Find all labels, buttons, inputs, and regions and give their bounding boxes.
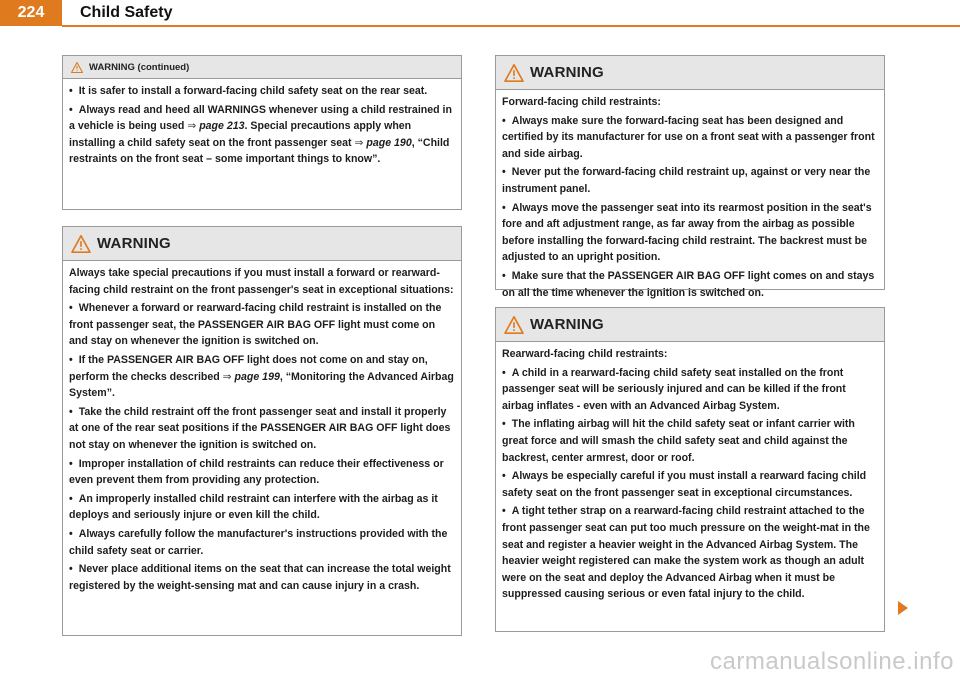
page-number: 224 bbox=[0, 0, 62, 26]
warning-bullet: • It is safer to install a forward-facing child safety seat on the rear seat. bbox=[69, 83, 455, 100]
warning-bullet: • Always carefully follow the manufacturer's instructions provided with the child safety seat or carrier. bbox=[69, 526, 455, 559]
warning-box-header bbox=[63, 227, 461, 261]
warning-bullet: • Take the child restraint off the front passenger seat and install it properly at one of the rear seat positions if the PASSENGER AIR BAG OFF light does not stay on whenever the ignition is switched on. bbox=[69, 404, 455, 454]
warning-bullet: • Always read and heed all WARNINGS whenever using a child restrained in a vehicle is being used ⇒ page 213. Special precautions apply when installing a child safety seat on the front passenger seat ⇒ page 190, “Child restraints on the front seat – some important things to know”. bbox=[69, 102, 455, 168]
header-rule bbox=[62, 25, 960, 27]
warning-bullet: • A tight tether strap on a rearward-facing child restraint attached to the front passenger seat can put too much pressure on the weight-mat in the seat and register a heavier weight in the Advanced Airbag System. The heavier weight registered can make the system work as though an adult were on the seat and deploy the Advanced Airbag when it must be suppressed causing serious or even fatal injury to the child. bbox=[502, 503, 878, 603]
warning-label: WARNING (continued) bbox=[89, 61, 190, 73]
warning-bullet: • Improper installation of child restraints can reduce their effectiveness or even prevent them from providing any protection. bbox=[69, 456, 455, 489]
left-column bbox=[62, 55, 462, 636]
warning-body bbox=[496, 342, 884, 609]
warning-box-header bbox=[63, 56, 461, 79]
warning-bullet: • Always be especially careful if you must install a rearward facing child safety seat on the front passenger seat in exceptional circumstances. bbox=[502, 468, 878, 501]
arrow-ref-icon: ⇒ bbox=[354, 136, 364, 149]
warning-triangle-icon bbox=[71, 62, 83, 73]
warning-box-header bbox=[496, 308, 884, 342]
warning-bullet: • Never put the forward-facing child restraint up, against or very near the instrument panel. bbox=[502, 164, 878, 197]
warning-box-rearward-facing bbox=[495, 307, 885, 632]
warning-label: WARNING bbox=[97, 235, 171, 252]
warning-body bbox=[496, 90, 884, 307]
warning-intro: Always take special precautions if you must install a forward or rearward-facing child restraint on the front passenger's seat in exceptional situations: bbox=[69, 267, 454, 296]
continue-arrow-icon[interactable] bbox=[898, 601, 908, 615]
warning-box-forward-facing bbox=[495, 55, 885, 299]
warning-intro: Rearward-facing child restraints: bbox=[502, 348, 668, 360]
warning-bullet: • Never place additional items on the seat that can increase the total weight registered by the weight-sensing mat and can cause injury in a crash. bbox=[69, 561, 455, 594]
warning-triangle-icon bbox=[504, 316, 524, 334]
warning-box-header bbox=[496, 56, 884, 90]
warning-bullet: • A child in a rearward-facing child safety seat installed on the front passenger seat will be seriously injured and can be killed if the front airbag inflates - even with an Advanced Airbag System. bbox=[502, 365, 878, 415]
page-title: Child Safety bbox=[80, 4, 173, 21]
right-column bbox=[495, 55, 885, 632]
arrow-ref-icon: ⇒ bbox=[222, 370, 232, 383]
warning-bullet: • Whenever a forward or rearward-facing child restraint is installed on the front passenger seat, the PASSENGER AIR BAG OFF light must come on and stay on whenever the ignition is switched on. bbox=[69, 300, 455, 350]
warning-bullet: • If the PASSENGER AIR BAG OFF light does not come on and stay on, perform the checks described ⇒ page 199, “Monitoring the Advanced Airbag System”. bbox=[69, 352, 455, 402]
warning-bullet: • An improperly installed child restraint can interfere with the airbag as it deploys and seriously injure or even kill the child. bbox=[69, 491, 455, 524]
warning-bullet: • Make sure that the PASSENGER AIR BAG OFF light comes on and stays on all the time whenever the ignition is switched on. bbox=[502, 268, 878, 301]
warning-box-front-passenger bbox=[62, 226, 462, 636]
warning-label: WARNING bbox=[530, 316, 604, 333]
warning-body bbox=[63, 261, 461, 600]
warning-bullet: • The inflating airbag will hit the child safety seat or infant carrier with great force and will smash the child safety seat and child against the backrest, center armrest, door or roof. bbox=[502, 416, 878, 466]
warning-box-continued bbox=[62, 55, 462, 210]
warning-intro: Forward-facing child restraints: bbox=[502, 96, 661, 108]
warning-label: WARNING bbox=[530, 64, 604, 81]
warning-triangle-icon bbox=[504, 64, 524, 82]
warning-bullet: • Always make sure the forward-facing seat has been designed and certified by its manufacturer for use on a front seat with a passenger front and side airbag. bbox=[502, 113, 878, 163]
warning-bullet: • Always move the passenger seat into its rearmost position in the seat's fore and aft adjustment range, as far away from the airbag as possible before installing the forward-facing child restraint. The backrest must be adjusted to an upright position. bbox=[502, 200, 878, 266]
page-ref-link[interactable]: page 213 bbox=[199, 120, 245, 133]
watermark: carmanualsonline.info bbox=[710, 648, 954, 675]
arrow-ref-icon: ⇒ bbox=[187, 120, 197, 133]
warning-body bbox=[63, 79, 461, 174]
warning-triangle-icon bbox=[71, 235, 91, 253]
page-ref-link[interactable]: page 190 bbox=[366, 136, 412, 149]
page-ref-link[interactable]: page 199 bbox=[234, 370, 280, 383]
